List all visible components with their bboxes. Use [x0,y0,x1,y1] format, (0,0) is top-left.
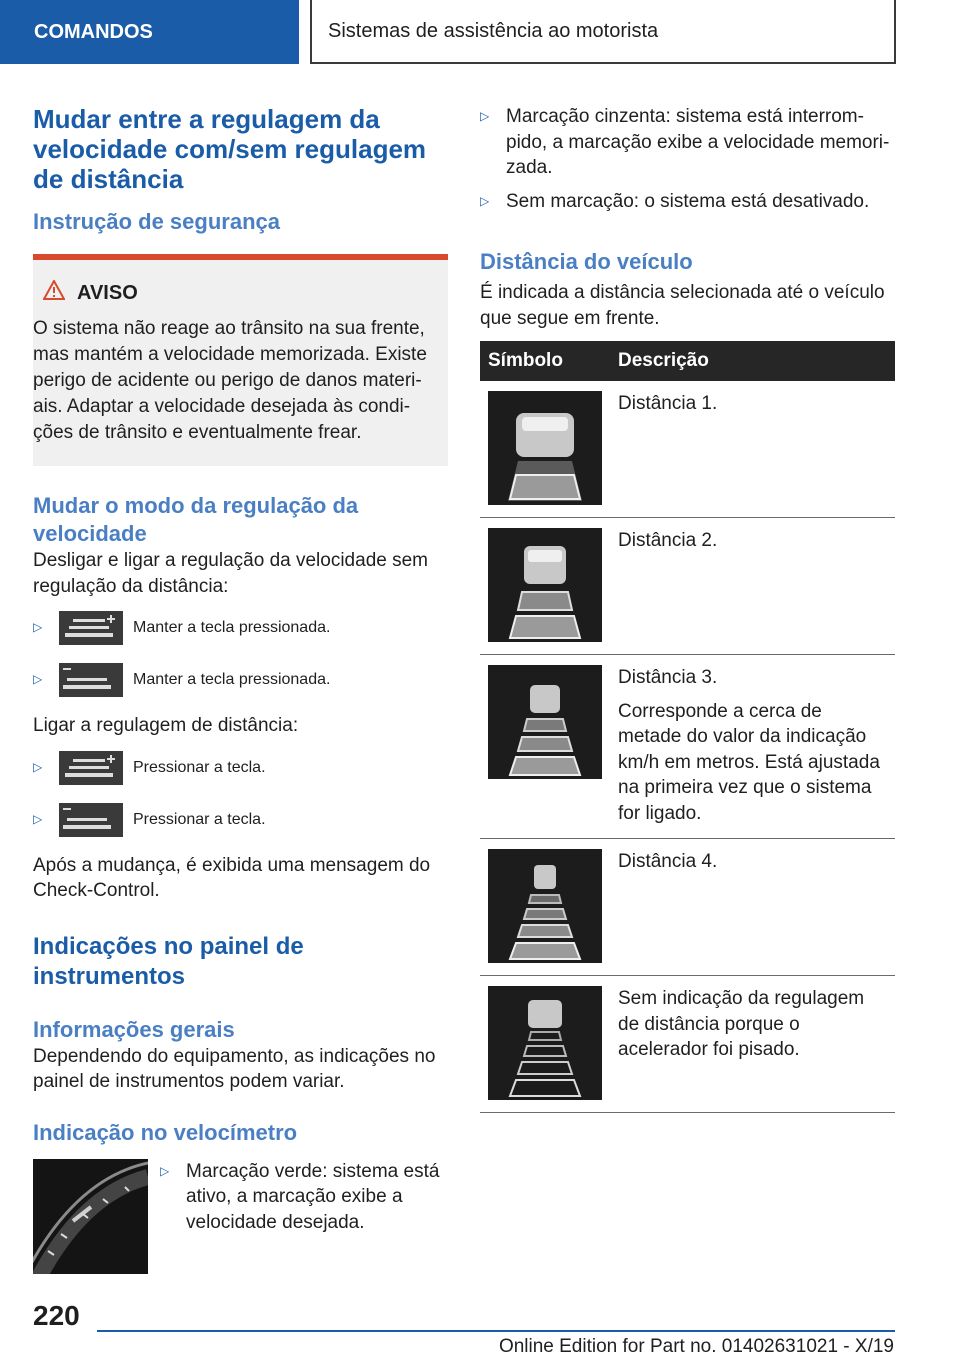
distance-1-car-icon [488,391,602,505]
distance-3-car-icon [488,665,602,779]
table-row [480,976,895,1113]
after-text: Após a mudança, é exibida uma mensagem do Check-Control. [33,854,431,901]
warning-title-row [43,280,434,306]
column-header-description: Descrição [610,341,895,381]
speedometer-image [33,1159,148,1274]
list-item-text: Manter a tecla pressionada. [133,619,331,636]
main-heading: Mudar entre a regulagem da velocidade com/sem regulagem de distância [33,104,427,194]
speedo-row [33,1159,448,1274]
panel-heading: Indicações no painel de instrumentos [33,932,304,990]
row-description-extra: Corresponde a cerca de metade do valor da indicação km/h em metros. Está ajustada na primeira vez que o sistema for ligado. [618,700,880,824]
row-description: Distância 4. [618,851,718,872]
list-item [33,661,448,699]
table-row [480,518,895,655]
general-heading: Informações gerais [33,1016,235,1042]
mode-intro: Desligar e ligar a regulação da velocidade sem regulação da distância: [33,550,429,597]
table-header-row [480,341,895,381]
distance-heading: Distância do veículo [480,249,693,274]
mode-heading: Mudar o modo da regulação da velocidade [33,493,359,546]
distance-inactive-car-icon [488,986,602,1100]
row-description: Distância 3. [618,667,718,688]
on-intro: Ligar a regulagem de distância: [33,715,299,736]
list-item [480,189,895,215]
row-description: Distância 1. [618,393,718,414]
table-row [480,839,895,976]
header-section: COMANDOS [0,0,299,64]
row-description: Sem indicação da regulagem de distância porque o acelerador foi pisado. [618,988,865,1060]
list-item [33,801,448,839]
list-item [480,104,895,181]
bullet-triangle-icon: ▷ [33,620,43,635]
bullet-triangle-icon: ▷ [33,672,43,687]
list-item-text: Marcação verde: sistema está ativo, a marcação exibe a velocidade desejada. [186,1160,440,1233]
list-item [33,749,448,787]
bullet-triangle-icon: ▷ [33,759,43,774]
general-text: Dependendo do equipamento, as indicações no painel de instrumentos podem variar. [33,1045,436,1092]
warning-icon [43,280,65,306]
list-item-text: Manter a tecla pressionada. [133,671,331,688]
footer-divider [97,1330,895,1332]
list-item-text: Pressionar a tecla. [133,758,266,776]
bullet-triangle-icon: ▷ [480,109,490,123]
page-number: 220 [33,1300,80,1331]
left-column [33,104,448,1274]
right-column [480,104,895,1113]
list-item-text: Pressionar a tecla. [133,810,266,828]
distance-4-car-icon [488,849,602,963]
distance-2-car-icon [488,528,602,642]
distance-decrease-button-icon [59,803,123,837]
footer-edition: Online Edition for Part no. 01402631021 - X/19 [498,1336,894,1357]
row-description: Distância 2. [618,530,718,551]
list-item-text: Marcação cinzenta: sistema está interrompido, a marcação exibe a velocidade memorizada. [506,106,890,178]
table-row [480,655,895,839]
distance-table [480,341,895,1113]
bullet-triangle-icon: ▷ [480,193,490,208]
list-item [160,1159,448,1274]
safety-heading: Instrução de segurança [33,209,280,234]
distance-increase-button-icon [59,751,123,785]
warning-title: AVISO [77,281,138,304]
table-row [480,381,895,518]
column-header-symbol: Símbolo [480,341,610,381]
warning-text: O sistema não reage ao trânsito na sua frente, mas mantém a velocidade memorizada. Existe perigo de acidente ou perigo de danos materiais. Adaptar a velocidade desejada às condições de trânsito e eventualmente frear. [33,318,427,443]
list-item [33,609,448,647]
bullet-triangle-icon: ▷ [33,811,43,826]
speedo-heading: Indicação no velocímetro [33,1119,298,1145]
warning-box [33,254,448,466]
distance-intro: É indicada a distância selecionada até o veículo que segue em frente. [480,282,885,329]
header-chapter: Sistemas de assistência ao motorista [310,0,896,64]
distance-increase-button-icon [59,611,123,645]
list-item-text: Sem marcação: o sistema está desativado. [506,190,870,212]
bullet-triangle-icon: ▷ [160,1163,170,1178]
distance-decrease-button-icon [59,663,123,697]
